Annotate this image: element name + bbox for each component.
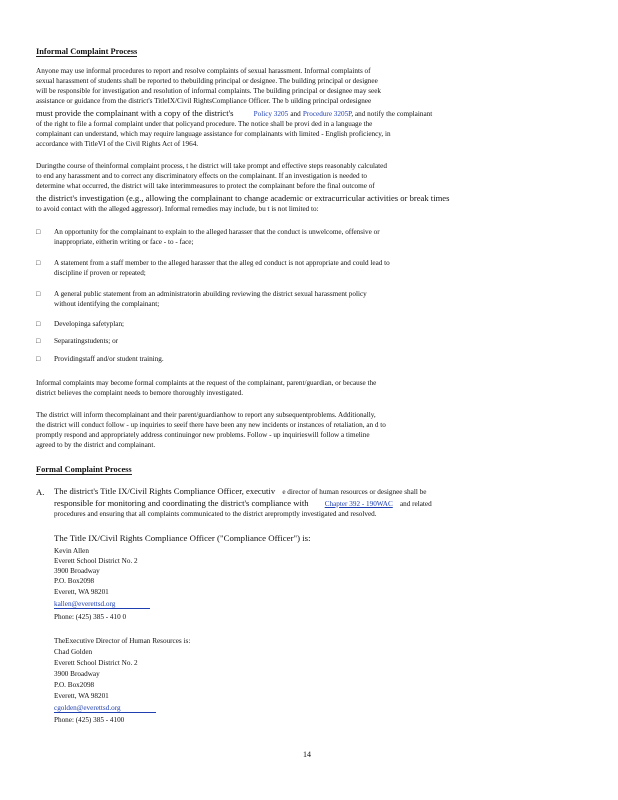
informal-p2-line-4: the district's investigation (e.g., allowing the complainant to change academic or extracurricular activities or break times <box>36 193 450 203</box>
informal-p4-line-4: agreed to by the district and complainant. <box>36 441 156 449</box>
formal-a-line-2: responsible for monitoring and coordinating the district's compliance with Chapter 392 - 190WAC and related <box>54 498 432 508</box>
bullet-3-line-2: without identifying the complainant; <box>54 300 160 308</box>
bullet-2-line-2: discipline if proven or repeated; <box>54 269 146 277</box>
page-number: 14 <box>303 750 311 759</box>
informal-p1-line-2: sexual harassment of students shall be reported to thebuilding principal or designee. The building principal or designee <box>36 77 378 85</box>
officer-city: Everett, WA 98201 <box>54 588 109 596</box>
informal-p2-line-1: Duringthe course of theinformal complaint process, t he district will take prompt and effective steps reasonably calculated <box>36 162 387 170</box>
bullet-3-line-1: A general public statement from an administratorin abuilding reviewing the district sexual harassment policy <box>54 290 367 298</box>
officer-phone: Phone: (425) 385 - 410 0 <box>54 613 127 621</box>
officer-pobox: P.O. Box2098 <box>54 577 95 585</box>
informal-p2-line-3: determine what occurred, the district will take interimmeasures to protect the complainant before the final outcome of <box>36 182 375 190</box>
director-name: Chad Golden <box>54 648 93 656</box>
formal-a-line-3: procedures and ensuring that all complaints communicated to the district arepromptly investigated and resolved. <box>54 510 377 518</box>
bullet-marker: □ <box>36 228 41 236</box>
bullet-marker: □ <box>36 355 41 363</box>
formal-a-line-1: The district's Title IX/Civil Rights Compliance Officer, executiv e director of human resources or designee shall be <box>54 486 427 496</box>
informal-p2-line-2: to end any harassment and to correct any discriminatory effects on the complainant. If an investigation is needed to <box>36 172 367 180</box>
bullet-6: Providingstaff and/or student training. <box>54 355 164 363</box>
informal-p1-line-3: will be responsible for investigation and resolution of informal complaints. The building principal or designee may seek <box>36 87 381 95</box>
director-email-link[interactable]: cgolden@everettsd.org <box>54 704 156 713</box>
bullet-1-line-1: An opportunity for the complainant to explain to the alleged harasser that the conduct is unwelcome, offensive or <box>54 228 380 236</box>
bullet-5: Separatingstudents; or <box>54 337 119 345</box>
informal-p1-line-1: Anyone may use informal procedures to report and resolve complaints of sexual harassment. Informal complaints of <box>36 67 371 75</box>
informal-p1-line-4: assistance or guidance from the district's TitleIX/Civil RightsCompliance Officer. The b uilding principal ordesignee <box>36 97 372 105</box>
bullet-marker: □ <box>36 320 41 328</box>
bullet-marker: □ <box>36 337 41 345</box>
procedure-3205p-link[interactable]: Procedure 3205P <box>302 110 352 118</box>
informal-complaint-heading: Informal Complaint Process <box>36 47 138 56</box>
director-city: Everett, WA 98201 <box>54 692 109 700</box>
informal-p4-line-2: the district will conduct follow - up inquiries to seeif there have been any new incidents or instances of retaliation, an d to <box>36 421 386 429</box>
bullet-marker: □ <box>36 290 41 298</box>
informal-p3-line-1: Informal complaints may become formal complaints at the request of the complainant, parent/guardian, or because the <box>36 379 377 387</box>
director-street: 3900 Broadway <box>54 670 100 678</box>
informal-p2-line-5: to avoid contact with the alleged aggressor). Informal remedies may include, bu t is not limited to: <box>36 205 319 213</box>
formal-item-label: A. <box>36 487 45 497</box>
executive-director-heading: TheExecutive Director of Human Resources is: <box>54 637 191 645</box>
compliance-officer-heading: The Title IX/Civil Rights Compliance Officer ("Compliance Officer") is: <box>54 533 311 543</box>
informal-p1-line-7: complainant can understand, which may require language assistance for complainants with limited - English proficiency, in <box>36 130 391 138</box>
chapter-392-190wac-link[interactable]: Chapter 392 - 190WAC <box>324 500 393 508</box>
informal-p1-line-5: must provide the complainant with a copy of the district's Policy 3205 and Procedure 3205P, and notify the complainant <box>36 108 433 118</box>
policy-3205-link[interactable]: Policy 3205 <box>253 110 289 118</box>
officer-email-link[interactable]: kallen@everettsd.org <box>54 600 150 609</box>
officer-name: Kevin Allen <box>54 547 89 555</box>
informal-p3-line-2: district believes the complaint needs to bemore thoroughly investigated. <box>36 389 243 397</box>
bullet-4: Developinga safetyplan; <box>54 320 125 328</box>
informal-p1-line-6: of the right to file a formal complaint under that policyand procedure. The notice shall be provi ded in a language the <box>36 120 373 128</box>
informal-p4-line-3: promptly respond and appropriately address continuingor new problems. Follow - up inquirieswill follow a timeline <box>36 431 370 439</box>
bullet-1-line-2: inappropriate, eitherin writing or face - to - face; <box>54 238 194 246</box>
formal-complaint-heading: Formal Complaint Process <box>36 465 132 474</box>
officer-org: Everett School District No. 2 <box>54 557 138 565</box>
bullet-marker: □ <box>36 259 41 267</box>
director-org: Everett School District No. 2 <box>54 659 138 667</box>
director-pobox: P.O. Box2098 <box>54 681 95 689</box>
officer-street: 3900 Broadway <box>54 567 100 575</box>
director-phone: Phone: (425) 385 - 4100 <box>54 716 125 724</box>
bullet-2-line-1: A statement from a staff member to the alleged harasser that the alleg ed conduct is not appropriate and could lead to <box>54 259 390 267</box>
informal-p1-line-8: accordance with TitleVI of the Civil Rights Act of 1964. <box>36 140 199 148</box>
informal-p4-line-1: The district will inform thecomplainant and their parent/guardianhow to report any subsequentproblems. Additionally, <box>36 411 376 419</box>
